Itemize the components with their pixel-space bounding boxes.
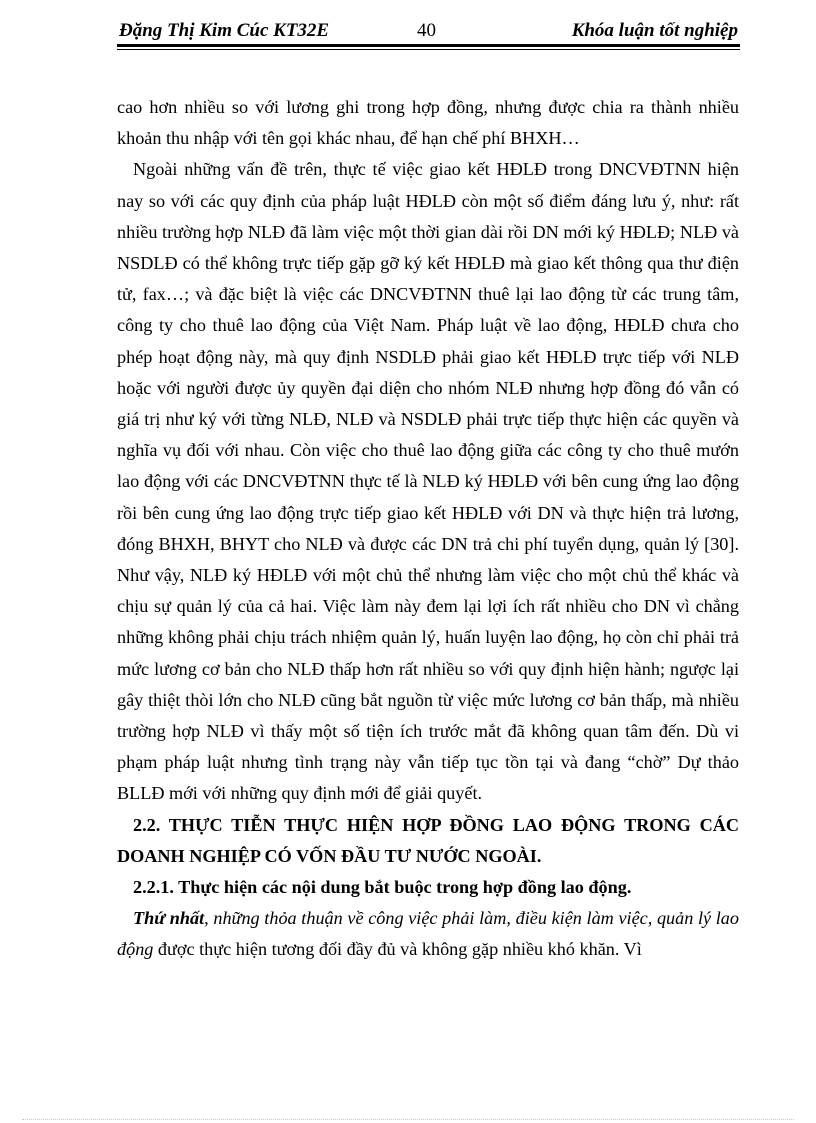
paragraph-continuation: cao hơn nhiều so với lương ghi trong hợp đồng, nhưng được chia ra thành nhiều khoản thu nhập với tên gọi khác nhau, để hạn chế phí BHXH… <box>117 97 739 149</box>
section-heading: 2.2. THỰC TIỄN THỰC HIỆN HỢP ĐỒNG LAO ĐỘNG TRONG CÁC DOANH NGHIỆP CÓ VỐN ĐẦU TƯ NƯỚC NGOÀI. <box>117 814 739 866</box>
page-header <box>117 18 740 44</box>
header-rule-thick <box>117 44 740 47</box>
italic-phrase: , những thỏa thuận về công việc phải làm, điều kiện làm việc, quản lý lao động <box>117 908 739 960</box>
paragraph-first-point <box>117 903 739 965</box>
subsection-heading: 2.2.1. Thực hiện các nội dung bắt buộc trong hợp đồng lao động. <box>133 877 632 898</box>
header-thesis-label: Khóa luận tốt nghiệp <box>571 20 738 41</box>
paragraph-rest: được thực hiện tương đối đầy đủ và không gặp nhiều khó khăn. Vì <box>153 939 642 960</box>
header-rule-thin <box>117 49 740 50</box>
header-author: Đặng Thị Kim Cúc KT32E <box>119 20 330 41</box>
header-page-number: 40 <box>417 20 436 41</box>
page-body <box>117 92 739 966</box>
paragraph-contract-issues: Ngoài những vấn đề trên, thực tế việc giao kết HĐLĐ trong DNCVĐTNN hiện nay so với các quy định của pháp luật HĐLĐ còn một số điểm đáng lưu ý, như: rất nhiều trường hợp NLĐ đã làm việc một thời gian dài rồi DN mới ký HĐLĐ; NLĐ và NSDLĐ có thể không trực tiếp gặp gỡ ký kết HĐLĐ mà giao kết thông qua thư điện tử, fax…; và đặc biệt là việc các DNCVĐTNN thuê lại lao động từ các trung tâm, công ty cho thuê lao động của Việt Nam. Pháp luật về lao động, HĐLĐ chưa cho phép hoạt động này, mà quy định NSDLĐ phải giao kết HĐLĐ trực tiếp với NLĐ hoặc với người được ủy quyền đại diện cho nhóm NLĐ nhưng hợp đồng đó vẫn có giá trị như ký với từng NLĐ, NLĐ và NSDLĐ phải trực tiếp thực hiện các quyền và nghĩa vụ đối với nhau. Còn việc cho thuê lao động giữa các công ty cho thuê mướn lao động với các DNCVĐTNN thực tế là NLĐ ký HĐLĐ với bên cung ứng lao động rồi bên cung ứng lao động trực tiếp giao kết HĐLĐ với DN và thực hiện trả lương, đóng BHXH, BHYT cho NLĐ và được các DN trả chi phí tuyển dụng, quản lý [30]. Như vậy, NLĐ ký HĐLĐ với một chủ thể nhưng làm việc cho một chủ thể khác và chịu sự quản lý của cả hai. Việc làm này đem lại lợi ích rất nhiều cho DN vì chẳng những không phải chịu trách nhiệm quản lý, huấn luyện lao động, họ còn chỉ phải trả mức lương cơ bản cho NLĐ thấp hơn rất nhiều so với quy định hiện hành; ngược lại gây thiệt thòi lớn cho NLĐ cũng bắt nguồn từ việc mức lương cơ bản thấp, mà nhiều trường hợp NLĐ vì thấy một số tiện ích trước mắt đã không quan tâm đến. Dù vi phạm pháp luật nhưng tình trạng này vẫn tiếp tục tồn tại và đang “chờ” Dự thảo BLLĐ mới với những quy định mới để giải quyết. <box>117 159 739 804</box>
lead-term: Thứ nhất <box>133 908 205 929</box>
page-bottom-border <box>22 1119 794 1120</box>
